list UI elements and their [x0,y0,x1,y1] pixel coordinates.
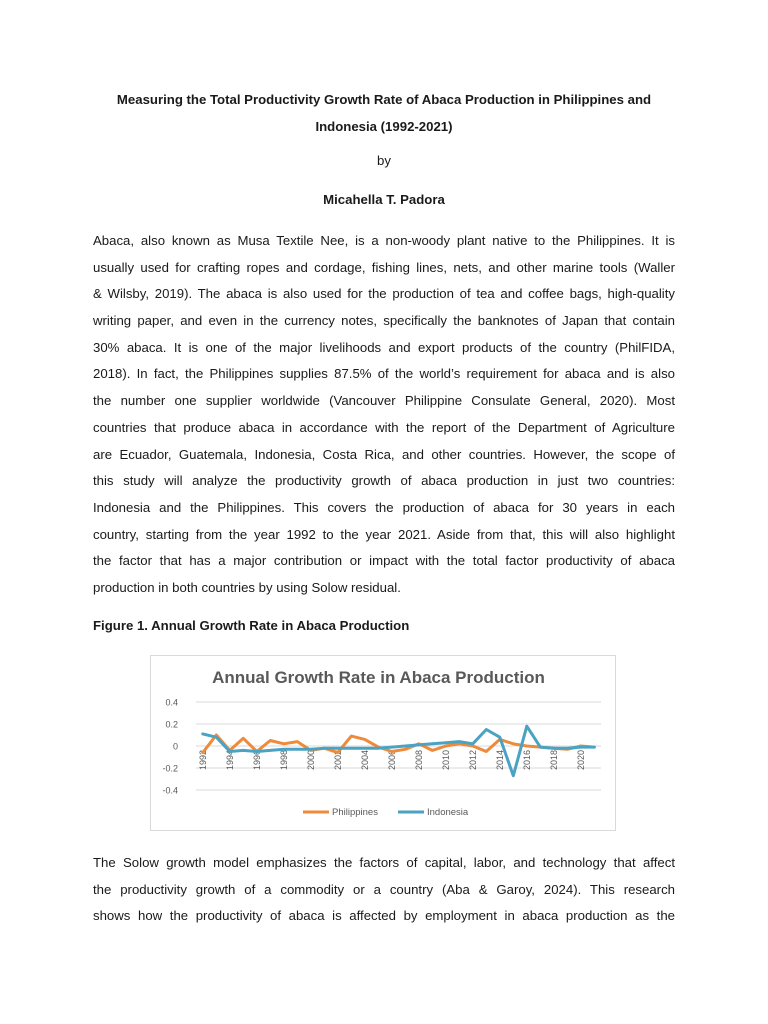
paragraph-line: countries that produce abaca in accordance with the report of the Department of Agriculture [93,419,675,435]
paragraph-line: Abaca, also known as Musa Textile Nee, is a non-woody plant native to the Philippines. It is [93,233,675,248]
y-tick-label: -0.4 [162,785,178,796]
paragraph-line: usually used for crafting ropes and cordage, fishing lines, nets, and other marine tools (Waller [93,259,675,275]
y-tick-label: 0.2 [165,719,178,730]
paper-title-line-2: Indonesia (1992-2021) [315,119,453,134]
paragraph-line: The Solow growth model emphasizes the factors of capital, labor, and technology that affect [93,855,675,870]
x-tick-label: 2000 [305,750,316,771]
paragraph-line: country, starting from the year 1992 to the year 2021. Aside from that, this will also highlight [93,526,675,542]
x-tick-label: 1998 [278,750,289,771]
y-tick-label: 0 [172,741,178,752]
x-tick-label: 2012 [467,750,478,771]
y-tick-label: 0.4 [165,697,178,708]
chart-container [150,655,616,831]
paragraph-line: 30% abaca. It is one of the major livelihoods and export products of the country (PhilFIDA, [93,339,675,355]
paragraph-line: are Ecuador, Guatemala, Indonesia, Costa Rica, and other countries. However, the scope of [93,446,675,462]
legend-label-philippines: Philippines [332,807,378,818]
paragraph-line: Indonesia and the Philippines. This covers the production of abaca for 30 years in each [93,499,675,515]
paragraph-line: production in both countries by using Solow residual. [93,579,401,595]
x-tick-label: 2020 [575,750,586,771]
paper-title [93,86,675,140]
x-tick-label: 2016 [521,750,532,771]
y-tick-label: -0.2 [162,763,178,774]
paragraph-line: 2018). In fact, the Philippines supplies 87.5% of the world’s requirement for abaca and is also [93,366,675,382]
x-tick-label: 1992 [197,750,208,771]
byline-by: by [377,153,391,168]
paragraph-line: shows how the productivity of abaca is affected by employment in abaca production as the [93,908,675,924]
paper-title-line-1: Measuring the Total Productivity Growth Rate of Abaca Production in Philippines and [116,92,652,107]
x-tick-label: 1994 [224,750,235,771]
paragraph-line: & Wilsby, 2019). The abaca is also used for the production of tea and coffee bags, high-quality [93,286,675,302]
paragraph-line: writing paper, and even in the currency notes, specifically the banknotes of Japan that contain [93,313,675,329]
chart-title: Annual Growth Rate in Abaca Production [212,668,545,687]
paragraph-introduction [93,228,675,602]
paragraph-line: the number one supplier worldwide (Vancouver Philippine Consulate General, 2020). Most [93,393,675,409]
x-tick-label: 2014 [494,750,505,771]
x-tick-label: 2002 [332,750,343,771]
author-name: Micahella T. Padora [323,192,445,207]
figure-caption: Figure 1. Annual Growth Rate in Abaca Production [93,618,410,633]
x-tick-label: 2006 [386,750,397,771]
x-tick-label: 1996 [251,750,262,771]
x-tick-label: 2004 [359,750,370,771]
paragraph-line: this study will analyze the productivity growth of abaca production in just two countries: [93,473,675,489]
x-tick-label: 2008 [413,750,424,771]
paragraph-line: the factor that has a major contribution or impact with the total factor productivity of abaca [93,553,675,569]
legend-label-indonesia: Indonesia [427,807,469,818]
paragraph-line: the productivity growth of a commodity or a country (Aba & Garoy, 2024). This research [93,881,675,897]
line-chart [151,656,615,830]
paragraph-solow [93,850,675,930]
x-tick-label: 2018 [548,750,559,771]
x-tick-label: 2010 [440,750,451,771]
